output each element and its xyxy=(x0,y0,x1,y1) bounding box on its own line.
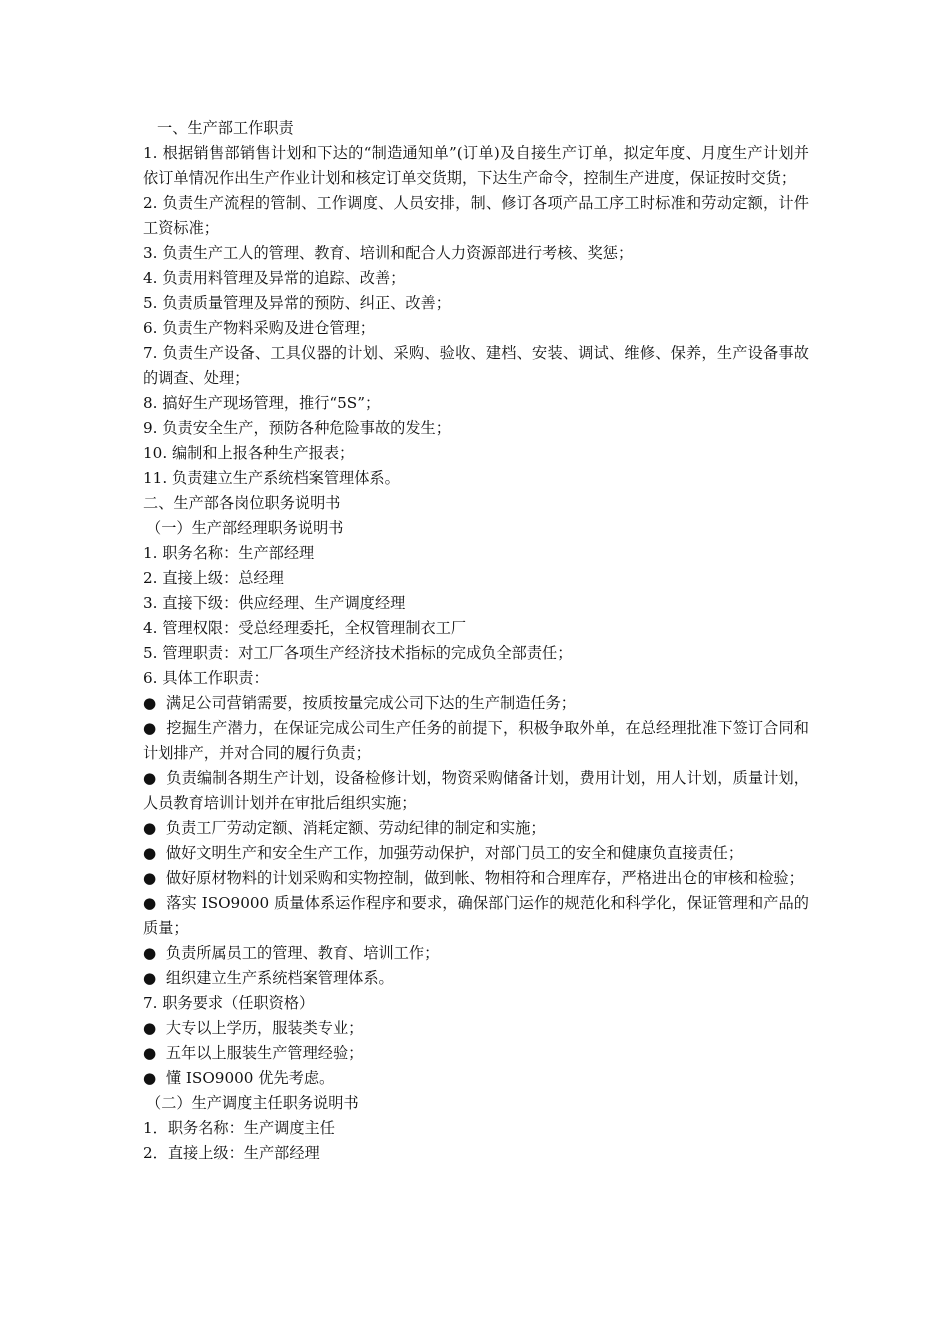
position-field-authority: 4. 管理权限：受总经理委托，全权管理制衣工厂 xyxy=(143,619,467,637)
duty-item-1: 1. 根据销售部销售计划和下达的“制造通知单”(订单)及自接生产订单，拟定年度、月度生产计划并依订单情况作出生产作业计划和核定订单交货期，下达生产命令，控制生产进度，保证按时交货； xyxy=(143,144,809,187)
position-field-title: 1．职务名称：生产调度主任 xyxy=(143,1119,335,1137)
document-body xyxy=(143,116,809,1166)
section-heading-2: 二、生产部各岗位职务说明书 xyxy=(143,494,341,512)
duty-item-3: 3. 负责生产工人的管理、教育、培训和配合人力资源部进行考核、奖惩； xyxy=(143,244,634,262)
subsection-heading-2: （二）生产调度主任职务说明书 xyxy=(146,1094,359,1112)
position-field-title: 1. 职务名称：生产部经理 xyxy=(143,544,315,562)
duty-item-11: 11. 负责建立生产系统档案管理体系。 xyxy=(143,469,400,487)
duty-item-6: 6. 负责生产物料采购及进仓管理； xyxy=(143,319,375,337)
position-field-duties: 6. 具体工作职责： xyxy=(143,669,269,687)
duty-item-9: 9. 负责安全生产，预防各种危险事故的发生； xyxy=(143,419,451,437)
duty-item-7: 7. 负责生产设备、工具仪器的计划、采购、验收、建档、安装、调试、维修、保养，生产设备事故的调查、处理； xyxy=(143,344,809,387)
bullet-item: ● 满足公司营销需要，按质按量完成公司下达的生产制造任务； xyxy=(143,694,576,712)
position-field-responsibility: 5. 管理职责：对工厂各项生产经济技术指标的完成负全部责任； xyxy=(143,644,573,662)
duty-item-4: 4. 负责用料管理及异常的追踪、改善； xyxy=(143,269,406,287)
bullet-item: ● 懂 ISO9000 优先考虑。 xyxy=(143,1069,335,1087)
position-field-superior: 2．直接上级：生产部经理 xyxy=(143,1144,320,1162)
bullet-item: ● 组织建立生产系统档案管理体系。 xyxy=(143,969,394,987)
bullet-item: ● 大专以上学历，服装类专业； xyxy=(143,1019,364,1037)
duty-item-5: 5. 负责质量管理及异常的预防、纠正、改善； xyxy=(143,294,451,312)
position-field-requirements: 7. 职务要求（任职资格） xyxy=(143,994,315,1012)
bullet-item: ● 做好文明生产和安全生产工作，加强劳动保护，对部门员工的安全和健康负直接责任； xyxy=(143,844,744,862)
duty-item-10: 10. 编制和上报各种生产报表； xyxy=(143,444,355,462)
bullet-item: ● 五年以上服装生产管理经验； xyxy=(143,1044,364,1062)
duty-item-2: 2. 负责生产流程的管制、工作调度、人员安排，制、修订各项产品工序工时标准和劳动定额，计件工资标准； xyxy=(143,194,809,237)
bullet-item: ● 负责工厂劳动定额、消耗定额、劳动纪律的制定和实施； xyxy=(143,819,546,837)
bullet-item: ● 挖掘生产潜力，在保证完成公司生产任务的前提下，积极争取外单，在总经理批准下签订合同和计划排产，并对合同的履行负责； xyxy=(143,719,809,762)
duty-item-8: 8. 搞好生产现场管理，推行“5S”； xyxy=(143,394,381,412)
bullet-item: ● 负责所属员工的管理、教育、培训工作； xyxy=(143,944,440,962)
subsection-heading-1: （一）生产部经理职务说明书 xyxy=(146,519,344,537)
bullet-item: ● 落实 ISO9000 质量体系运作程序和要求，确保部门运作的规范化和科学化，保证管理和产品的质量； xyxy=(143,894,809,937)
bullet-item: ● 做好原材物料的计划采购和实物控制，做到帐、物相符和合理库存，严格进出仓的审核和检验； xyxy=(143,869,804,887)
section-heading-1: 一、生产部工作职责 xyxy=(157,119,294,137)
bullet-item: ● 负责编制各期生产计划，设备检修计划，物资采购储备计划，费用计划，用人计划，质量计划，人员教育培训计划并在审批后组织实施； xyxy=(143,769,809,812)
position-field-superior: 2. 直接上级：总经理 xyxy=(143,569,284,587)
position-field-subordinate: 3. 直接下级：供应经理、生产调度经理 xyxy=(143,594,406,612)
